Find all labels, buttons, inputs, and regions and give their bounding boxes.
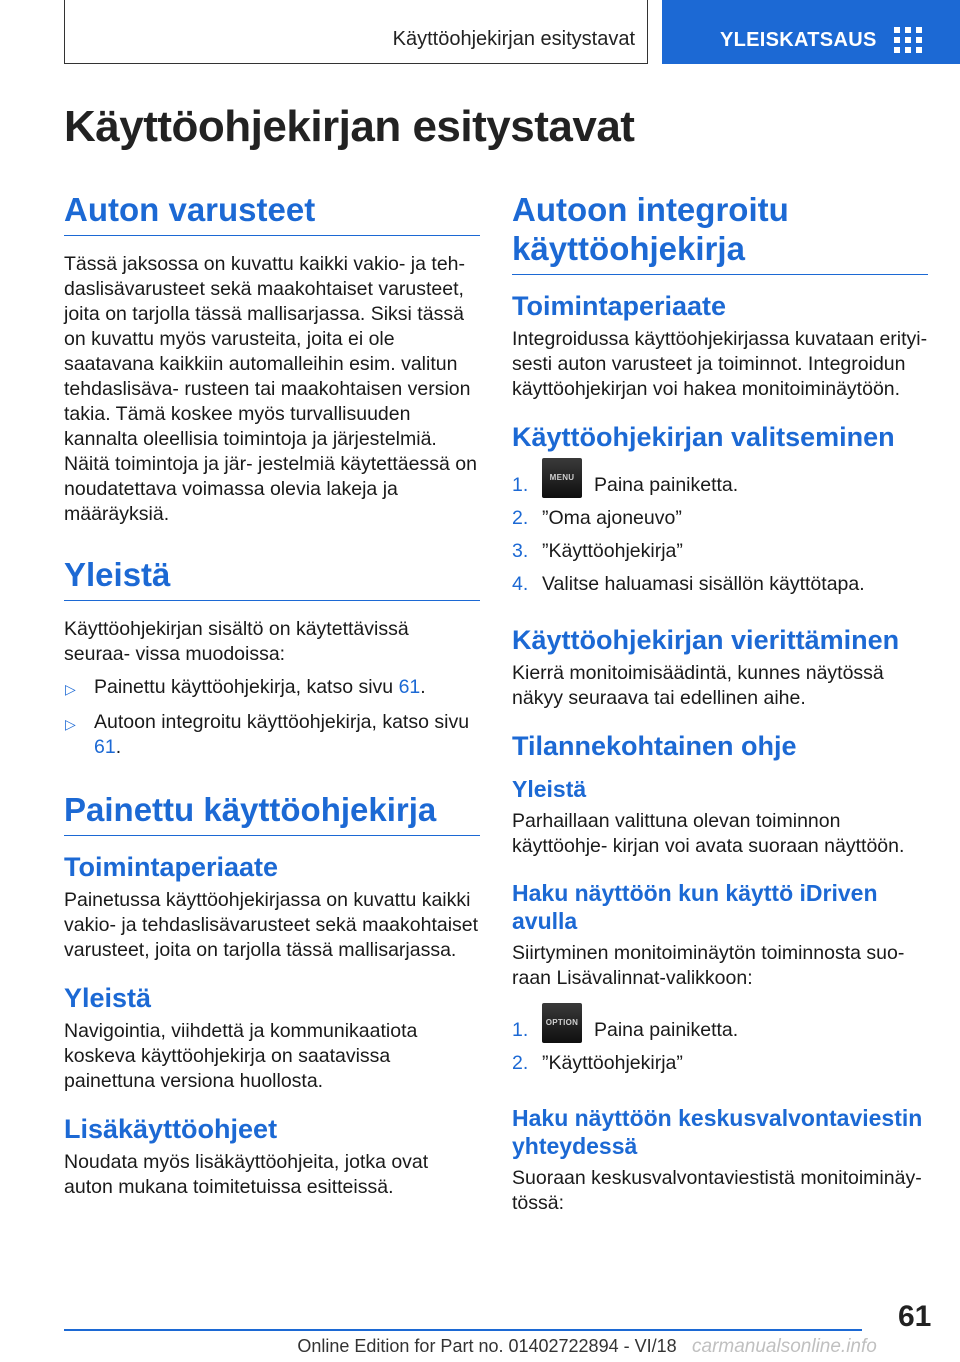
section-title-integroitu: Autoon integroitu käyttöohjekirja (512, 190, 928, 275)
subheading-lisakayttoohjeet: Lisäkäyttöohjeet (64, 1114, 278, 1144)
list-item-text: Autoon integroitu käyttöohjekirja, katso sivu (94, 711, 470, 733)
step-number: 2. (512, 1052, 529, 1074)
subheading-haku-keskusvalvonta: Haku näyttöön keskusvalvontaviestin yhteydessä (512, 1105, 923, 1159)
watermark: carmanualsonline.info (692, 1336, 877, 1357)
header-title-box (64, 0, 648, 64)
page-link-61[interactable]: 61 (398, 676, 421, 698)
subheading-toimintaperiaate: Toimintaperiaate (512, 291, 727, 321)
step-item (512, 458, 928, 498)
step-item (512, 1003, 928, 1043)
step-number: 2. (512, 507, 529, 529)
step-number: 3. (512, 540, 529, 562)
paragraph-lisakayttoohjeet: Noudata myös lisäkäyttöohjeita, jotka ovat auton mukana toimitetuissa esitteissä. (64, 1151, 429, 1198)
step-text: Paina painiketta. (594, 1019, 739, 1041)
step-text: ”Käyttöohjekirja” (542, 1052, 683, 1074)
paragraph-navigointi: Navigointia, viihdettä ja kommunikaatiota koskeva käyttöohjekirja on saatavissa painettuna versiona huollosta. (64, 1020, 418, 1092)
step-number: 1. (512, 474, 529, 496)
menu-button-icon: MENU (542, 458, 582, 498)
paragraph-auton-varusteet: Tässä jaksossa on kuvattu kaikki vakio- ja teh- daslisävarusteet sekä maakohtaiset varusteet, joita on tarjolla tässä mallisarjassa. Siksi tässä on kuvattu myös varusteita, joita ei ole saatavana kaikkiin automalleihin esim. valitun tehdaslisäva- rusteen tai maakohtaisen version takia. Tämä koskee myös turvallisuuden kannalta oleellisia toimintoja ja järjestelmiä. Näitä toimintoja ja jär- jestelmiä käytettäessä on noudatettava voimassa olevia lakeja ja määräyksiä. (64, 253, 477, 525)
paragraph-yleista: Parhaillaan valittuna olevan toiminnon käyttöohje- kirjan voi avata suoraan näyttöön. (512, 810, 905, 857)
paragraph-vierittaminen: Kierrä monitoimisäädintä, kunnes näytössä näkyy seuraava tai edellinen aihe. (512, 662, 884, 709)
steps-list-haku (512, 1003, 928, 1076)
section-title-auton-varusteet: Auton varusteet (64, 190, 480, 236)
paragraph-haku-keskusvalvonta: Suoraan keskusvalvontaviestistä monitoiminäy- tössä: (512, 1167, 922, 1214)
step-item (512, 1051, 928, 1076)
subheading-haku-idrive: Haku näyttöön kun käyttö iDriven avulla (512, 880, 878, 934)
step-item (512, 539, 928, 564)
right-column (512, 190, 928, 1216)
step-number: 4. (512, 573, 529, 595)
page-link-61[interactable]: 61 (94, 736, 116, 758)
header-section-tab[interactable] (662, 0, 960, 64)
list-item-text: Painettu käyttöohjekirja, katso sivu (94, 676, 399, 698)
triangle-bullet-icon: ▷ (65, 681, 76, 697)
steps-list-valitseminen (512, 458, 928, 597)
footer-edition: Online Edition for Part no. 01402722894 - VI/18 (297, 1336, 677, 1356)
left-column (64, 190, 480, 1200)
step-text: ”Oma ajoneuvo” (542, 507, 682, 529)
step-text: Paina painiketta. (594, 474, 739, 496)
paragraph-haku-idrive: Siirtyminen monitoiminäytön toiminnosta suo- raan Lisävalinnat-valikkoon: (512, 942, 905, 989)
paragraph-integroitu: Integroidussa käyttöohjekirjassa kuvataan erityi- sesti auton varusteet ja toiminnot. Integroidun käyttöohjekirjan voi hakea monitoiminäytöön. (512, 328, 928, 400)
list-item: ▷ Autoon integroitu käyttöohjekirja, katso sivu 61. (65, 711, 470, 758)
triangle-bullet-icon: ▷ (65, 716, 76, 732)
step-item (512, 572, 928, 597)
section-title-painettu: Painettu käyttöohjekirja (64, 790, 480, 836)
option-button-icon: OPTION (542, 1003, 582, 1043)
paragraph-yleista: Käyttöohjekirjan sisältö on käytettävissä seuraa- vissa muodoissa: (64, 618, 409, 665)
step-item (512, 506, 928, 531)
subheading-valitseminen: Käyttöohjekirjan valitseminen (512, 422, 895, 452)
step-text: Valitse haluamasi sisällön käyttötapa. (542, 573, 865, 595)
step-number: 1. (512, 1019, 529, 1041)
page-number: 61 (898, 1300, 932, 1333)
page-title: Käyttöohjekirjan esitystavat (64, 102, 635, 151)
section-title-yleista: Yleistä (64, 555, 480, 601)
header-title: Käyttöohjekirjan esitystavat (392, 28, 635, 50)
subheading-vierittaminen: Käyttöohjekirjan vierittäminen (512, 625, 900, 655)
grid-menu-icon[interactable] (894, 27, 922, 52)
subheading-yleista: Yleistä (512, 776, 587, 802)
step-text: ”Käyttöohjekirja” (542, 540, 683, 562)
subheading-tilannekohtainen: Tilannekohtainen ohje (512, 731, 797, 761)
footer-divider (64, 1329, 862, 1331)
subheading-yleista: Yleistä (64, 983, 152, 1013)
header-section-label: YLEISKATSAUS (720, 29, 877, 51)
subheading-toimintaperiaate: Toimintaperiaate (64, 852, 279, 882)
format-list (64, 675, 480, 760)
paragraph-toimintaperiaate: Painetussa käyttöohjekirjassa on kuvattu kaikki vakio- ja tehdaslisävarusteet sekä maakohtaiset varusteet, joita on tarjolla tässä mallisarjassa. (64, 889, 479, 961)
list-item: ▷ Painettu käyttöohjekirja, katso sivu 61. (64, 675, 480, 700)
